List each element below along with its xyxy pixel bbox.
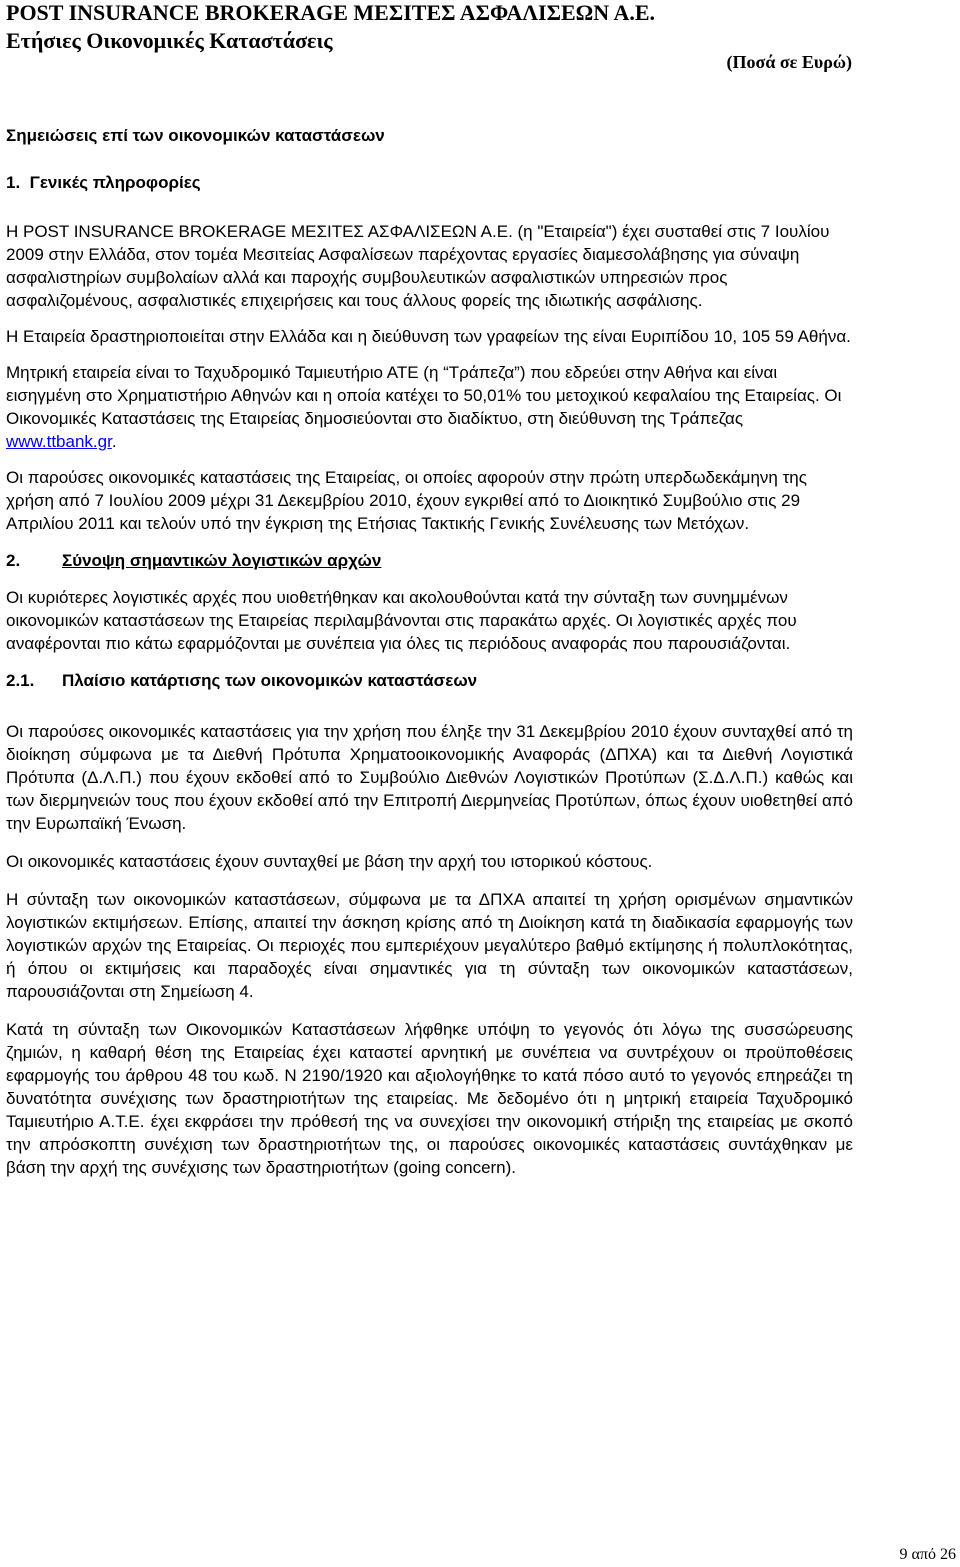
bank-website-link[interactable]: www.ttbank.gr (6, 432, 112, 451)
parent-company-text-end: . (111, 432, 117, 451)
section-1-paragraph-3 (6, 361, 853, 453)
section-2-1-paragraph-4: Κατά τη σύνταξη των Οικονομικών Καταστάσεων λήφθηκε υπόψη το γεγονός ότι λόγω της συσσώρευσης ζημιών, η καθαρή θέση της Εταιρείας έχει καταστεί αρνητική με συνέπεια να συντρέχουν οι προϋποθέσεις εφαρμογής του άρθρου 48 του κωδ. Ν 2190/1920 και αξιολογήθηκε το κατά πόσο αυτό το γεγονός επηρεάζει τη δυνατότητα συνέχισης των δραστηριοτήτων της εταιρείας. Με δεδομένο ότι η μητρική εταιρεία Ταχυδρομικό Ταμιευτήριο Α.Τ.Ε. έχει εκφράσει την πρόθεσή της να συνεχίσει την οικονομική στήριξη της εταιρείας με σκοπό την απρόσκοπτη συνέχιση των δραστηριοτήτων της, οι παρούσες οικονομικές καταστάσεις συντάχθηκαν με βάση την αρχή της συνέχισης των δραστηριοτήτων (going concern). (6, 1020, 853, 1177)
document-company-title: POST INSURANCE BROKERAGE ΜΕΣΙΤΕΣ ΑΣΦΑΛΙΣΕΩΝ Α.Ε. (6, 0, 656, 25)
section-2-title: Σύνοψη σημαντικών λογιστικών αρχών (62, 551, 382, 570)
document-subtitle: Ετήσιες Οικονομικές Καταστάσεις (6, 28, 333, 53)
section-1-heading: 1. Γενικές πληροφορίες (6, 173, 201, 192)
section-1-paragraph-2: Η Εταιρεία δραστηριοποιείται στην Ελλάδα και η διεύθυνση των γραφείων της είναι Ευριπίδου 10, 105 59 Αθήνα. (6, 327, 851, 346)
section-2-1-paragraph-2: Οι οικονομικές καταστάσεις έχουν συνταχθεί με βάση την αρχή του ιστορικού κόστους. (6, 852, 653, 871)
section-2-paragraph-1: Οι κυριότερες λογιστικές αρχές που υιοθετήθηκαν και ακολουθούνται κατά την σύνταξη των συνημμένων οικονομικών καταστάσεων της Εταιρείας περιλαμβάνονται στις παρακάτω αρχές. Οι λογιστικές αρχές που αναφέρονται πιο κάτω εφαρμόζονται με συνέπεια για όλες τις περιόδους αναφοράς που παρουσιάζονται. (6, 588, 797, 653)
section-2-1-heading (6, 669, 853, 692)
page-number: 9 από 26 (899, 1546, 956, 1563)
section-1-paragraph-4: Οι παρούσες οικονομικές καταστάσεις της Εταιρείας, οι οποίες αφορούν στην πρώτη υπερδωδεκάμηνη της χρήση από 7 Ιουλίου 2009 μέχρι 31 Δεκεμβρίου 2010, έχουν εγκριθεί από το Διοικητικό Συμβούλιο στις 29 Απριλίου 2011 και τελούν υπό την έγκριση της Ετήσιας Τακτικής Γενικής Συνέλευσης των Μετόχων. (6, 468, 807, 533)
document-body (6, 124, 853, 1179)
section-2-1-paragraph-1: Οι παρούσες οικονομικές καταστάσεις για την χρήση που έληξε την 31 Δεκεμβρίου 2010 έχουν συνταχθεί από τη διοίκηση σύμφωνα με τα Διεθνή Πρότυπα Χρηματοοικονομικής Αναφοράς (ΔΠΧΑ) και τα Διεθνή Λογιστικά Πρότυπα (Δ.Λ.Π.) που έχουν εκδοθεί από το Συμβούλιο Διεθνών Λογιστικών Προτύπων (Σ.Δ.Λ.Π.) καθώς και των διερμηνειών τους που έχουν εκδοθεί από την Επιτροπή Διερμηνείας Προτύπων, όπως έχουν υιοθετηθεί από την Ευρωπαϊκή Ένωση. (6, 722, 853, 833)
section-1-paragraph-1: Η POST INSURANCE BROKERAGE ΜΕΣΙΤΕΣ ΑΣΦΑΛΙΣΕΩΝ Α.Ε. (η "Εταιρεία") έχει συσταθεί στις 7 Ιουλίου 2009 στην Ελλάδα, στον τομέα Μεσιτείας Ασφαλίσεων παρέχοντας εργασίες διαμεσολάβησης για σύναψη ασφαλιστηρίων συμβολαίων αλλά και παροχής συμβουλευτικών ασφαλιστικών υπηρεσιών προς ασφαλιζομένους, ασφαλιστικές επιχειρήσεις και τους άλλους φορείς της ιδιωτικής ασφάλισης. (6, 222, 830, 310)
section-2-1-paragraph-3: Η σύνταξη των οικονομικών καταστάσεων, σύμφωνα με τα ΔΠΧΑ απαιτεί τη χρήση ορισμένων σημαντικών λογιστικών εκτιμήσεων. Επίσης, απαιτεί την άσκηση κρίσης από τη Διοίκηση κατά τη διαδικασία εφαρμογής των λογιστικών αρχών της Εταιρείας. Οι περιοχές που εμπεριέχουν μεγαλύτερο βαθμό εκτίμησης ή πολυπλοκότητας, ή όπου οι εκτιμήσεις και παραδοχές είναι σημαντικές για τη σύνταξη των οικονομικών καταστάσεων, παρουσιάζονται στη Σημείωση 4. (6, 890, 853, 1001)
amounts-note: (Ποσά σε Ευρώ) (726, 52, 852, 72)
parent-company-text: Μητρική εταιρεία είναι το Ταχυδρομικό Ταμιευτήριο ΑΤΕ (η “Τράπεζα”) που εδρεύει στην Αθήνα και είναι εισηγμένη στο Χρηματιστήριο Αθηνών και η οποία κατέχει το 50,01% του μετοχικού κεφαλαίου της Εταιρείας. Οι Οικονομικές Καταστάσεις της Εταιρείας δημοσιεύονται στο διαδίκτυο, στη διεύθυνση της Τράπεζας (6, 363, 842, 428)
section-2-number: 2. (6, 551, 21, 570)
section-2-heading (6, 549, 853, 572)
section-2-1-title: Πλαίσιο κατάρτισης των οικονομικών καταστάσεων (62, 671, 478, 690)
section-2-1-number: 2.1. (6, 671, 35, 690)
notes-title: Σημειώσεις επί των οικονομικών καταστάσεων (6, 126, 385, 145)
